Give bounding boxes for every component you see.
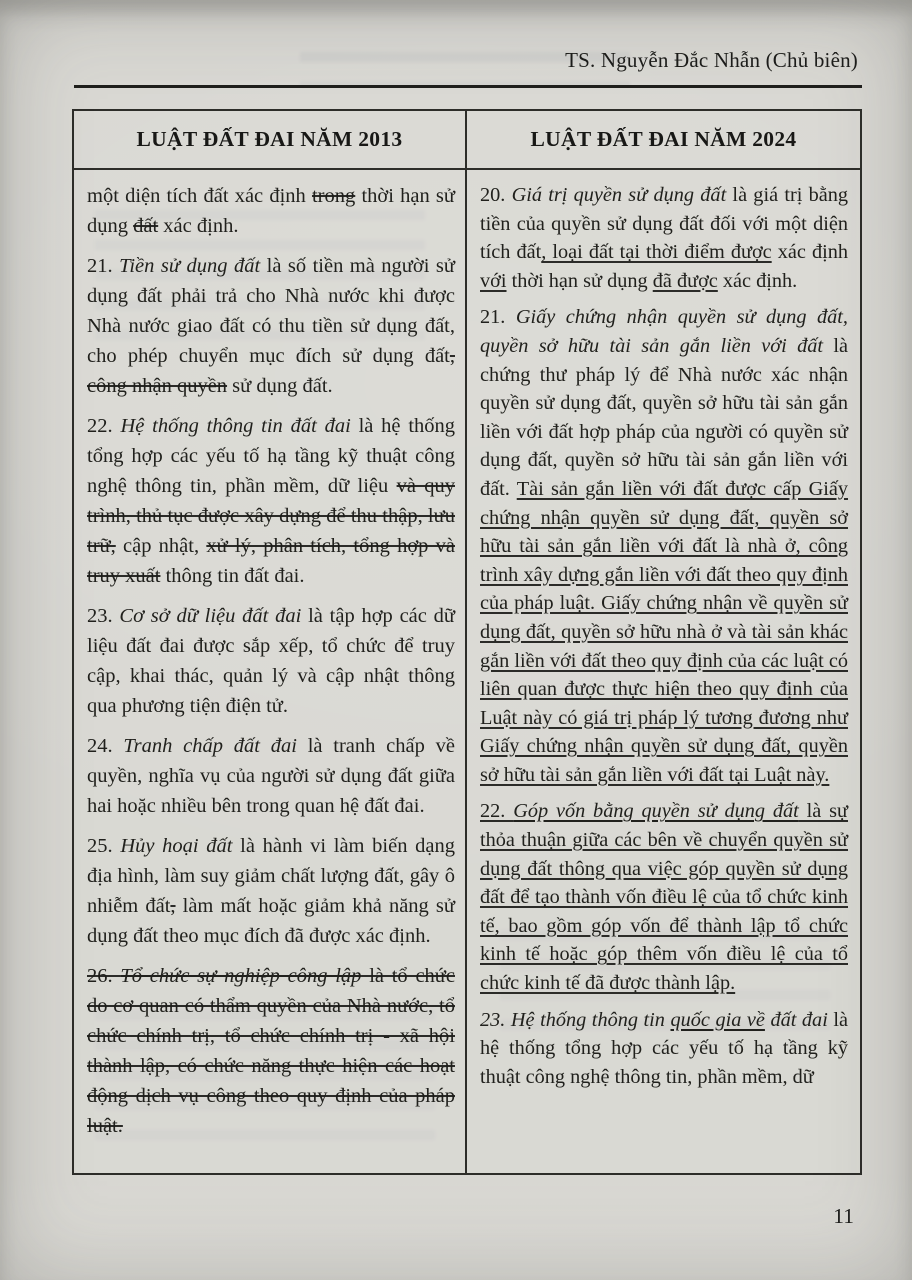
text-run: thời hạn sử dụng: [87, 185, 455, 237]
text-run: xác định.: [717, 269, 798, 292]
text-run: 23.: [87, 605, 120, 627]
column-2024-cell: [467, 170, 860, 1173]
page-number: 11: [833, 1204, 854, 1228]
text-run: làm mất hoặc giảm khả năng sử dụng đất theo mục đích đã được xác định.: [87, 895, 455, 947]
text-run: là hệ thống tổng hợp các yếu tố hạ tầng kỹ thuật công nghệ thông tin, phần mềm, dữ: [480, 1008, 849, 1088]
text-run: Tài sản gắn liền với đất được cấp Giấy chứng nhận quyền sử dụng đất, quyền sở hữu tài sản gắn liền với đất là nhà ở, công trình xây dựng gắn liền với đất theo quy định của pháp luật. Giấy chứng nhận về quyền sử dụng đất, quyền sở hữu nhà ở và tài sản khác gắn liền với đất theo quy định của các luật có liên quan được thực hiện theo quy định của Luật này có giá trị pháp lý tương đương như Giấy chứng nhận quyền sử dụng đất, quyền sở hữu tài sản gắn liền với đất tại Luật này.: [480, 477, 848, 786]
table-header-row: [74, 111, 860, 170]
text-run: 26.: [87, 965, 121, 987]
text-run: Hệ thống thông tin: [510, 1008, 671, 1031]
text-run: là tập hợp các dữ liệu đất đai được sắp xếp, tổ chức để truy cập, khai thác, quản lý và cập nhật thông qua phương tiện điện tử.: [87, 605, 455, 717]
paragraph: [480, 303, 848, 789]
text-run: và quy trình, thủ tục được xây dựng để thu thập, lưu trữ,: [87, 475, 455, 557]
text-run: Hủy hoại đất: [120, 835, 233, 857]
text-run: đã được: [652, 269, 718, 292]
text-run: Tổ chức sự nghiệp công lập: [120, 965, 362, 987]
paragraph: [480, 181, 848, 295]
paragraph: [480, 797, 848, 997]
text-run: là số tiền mà người sử dụng đất phải trả cho Nhà nước khi được Nhà nước giao đất có thu tiền sử dụng đất, cho phép chuyển mục đích sử dụng đất: [87, 255, 456, 367]
text-run: là hệ thống tổng hợp các yếu tố hạ tầng kỹ thuật công nghệ thông tin, phần mềm, dữ liệu: [87, 415, 456, 497]
text-run: xác định: [771, 241, 849, 264]
table-body-row: [74, 170, 860, 1173]
text-run: 22.: [87, 415, 121, 437]
text-run: quốc gia về: [670, 1008, 765, 1031]
text-run: 21.: [480, 306, 516, 329]
text-run: Tiền sử dụng đất: [119, 255, 261, 277]
text-run: Tranh chấp đất đai: [123, 735, 297, 757]
column-2013-cell: [74, 170, 467, 1173]
text-run: sử dụng đất.: [227, 375, 333, 397]
text-run: , loại đất tại thời điểm được: [541, 241, 772, 264]
text-run: Hệ thống thông tin đất đai: [120, 415, 351, 437]
text-run: 22.: [480, 800, 514, 823]
text-run: là sự thỏa thuận giữa các bên về chuyển quyền sử dụng đất thông qua việc góp quyền sử dụng đất để tạo thành vốn điều lệ của tổ chức kinh tế, bao gồm góp vốn để thành lập tổ chức kinh tế hoặc góp thêm vốn điều lệ của tổ chức kinh tế đã được thành lập.: [480, 800, 848, 995]
text-run: Giá trị quyền sử dụng đất: [511, 184, 727, 206]
paragraph: [87, 961, 455, 1141]
text-run: với: [480, 269, 507, 292]
text-run: là tổ chức do cơ quan có thẩm quyền của Nhà nước, tổ chức chính trị, tổ chức chính trị - xã hội thành lập, có chức năng thực hiện các hoạt động dịch vụ công theo quy định của pháp luật.: [87, 965, 455, 1137]
header-rule: [74, 85, 862, 88]
paragraph: [87, 411, 455, 591]
text-run: Cơ sở dữ liệu đất đai: [119, 605, 302, 627]
running-header-author: TS. Nguyễn Đắc Nhẫn (Chủ biên): [565, 48, 858, 72]
paragraph: [480, 1006, 848, 1092]
text-run: Góp vốn bằng quyền sử dụng đất: [513, 800, 799, 823]
text-run: là chứng thư pháp lý để Nhà nước xác nhận quyền sử dụng đất, quyền sở hữu tài sản gắn liền với đất hợp pháp của người có quyền sử dụng đất, quyền sở hữu tài sản gắn liền với đất.: [480, 334, 848, 500]
text-run: 25.: [87, 835, 121, 857]
text-run: trong: [311, 185, 356, 207]
text-run: đất: [133, 215, 159, 237]
paragraph: [87, 831, 455, 951]
text-run: thông tin đất đai.: [160, 565, 305, 587]
table-header-2013: LUẬT ĐẤT ĐAI NĂM 2013: [74, 111, 467, 168]
text-run: là tranh chấp về quyền, nghĩa vụ của người sử dụng đất giữa hai hoặc nhiều bên trong quan hệ đất đai.: [87, 735, 455, 817]
paragraph: [87, 731, 455, 821]
text-run: 24.: [87, 735, 124, 757]
text-run: là giá trị bằng tiền của quyền sử dụng đất đối với một diện tích đất: [480, 184, 848, 264]
text-run: ,: [170, 895, 176, 917]
table-header-2024: LUẬT ĐẤT ĐAI NĂM 2024: [530, 127, 797, 151]
text-run: cập nhật,: [115, 535, 207, 557]
text-run: thời hạn sử dụng: [506, 269, 653, 292]
text-run: một diện tích đất xác định: [87, 185, 312, 207]
text-run: 20.: [480, 184, 512, 206]
text-run: là hành vi làm biến dạng địa hình, làm suy giảm chất lượng đất, gây ô nhiễm đất: [87, 835, 456, 917]
text-run: 23.: [480, 1008, 511, 1031]
comparison-table: [72, 109, 862, 1175]
text-run: xử lý, phân tích, tổng hợp và truy xuất: [87, 535, 455, 587]
paragraph: [87, 601, 455, 721]
text-run: 21.: [87, 255, 120, 277]
text-run: đất đai: [764, 1008, 828, 1031]
paragraph: [87, 181, 455, 241]
text-run: , công nhận quyền: [87, 345, 455, 397]
text-run: Giấy chứng nhận quyền sử dụng đất, quyền sở hữu tài sản gắn liền với đất: [480, 306, 849, 357]
text-run: xác định.: [158, 215, 239, 237]
paragraph: [87, 251, 455, 401]
